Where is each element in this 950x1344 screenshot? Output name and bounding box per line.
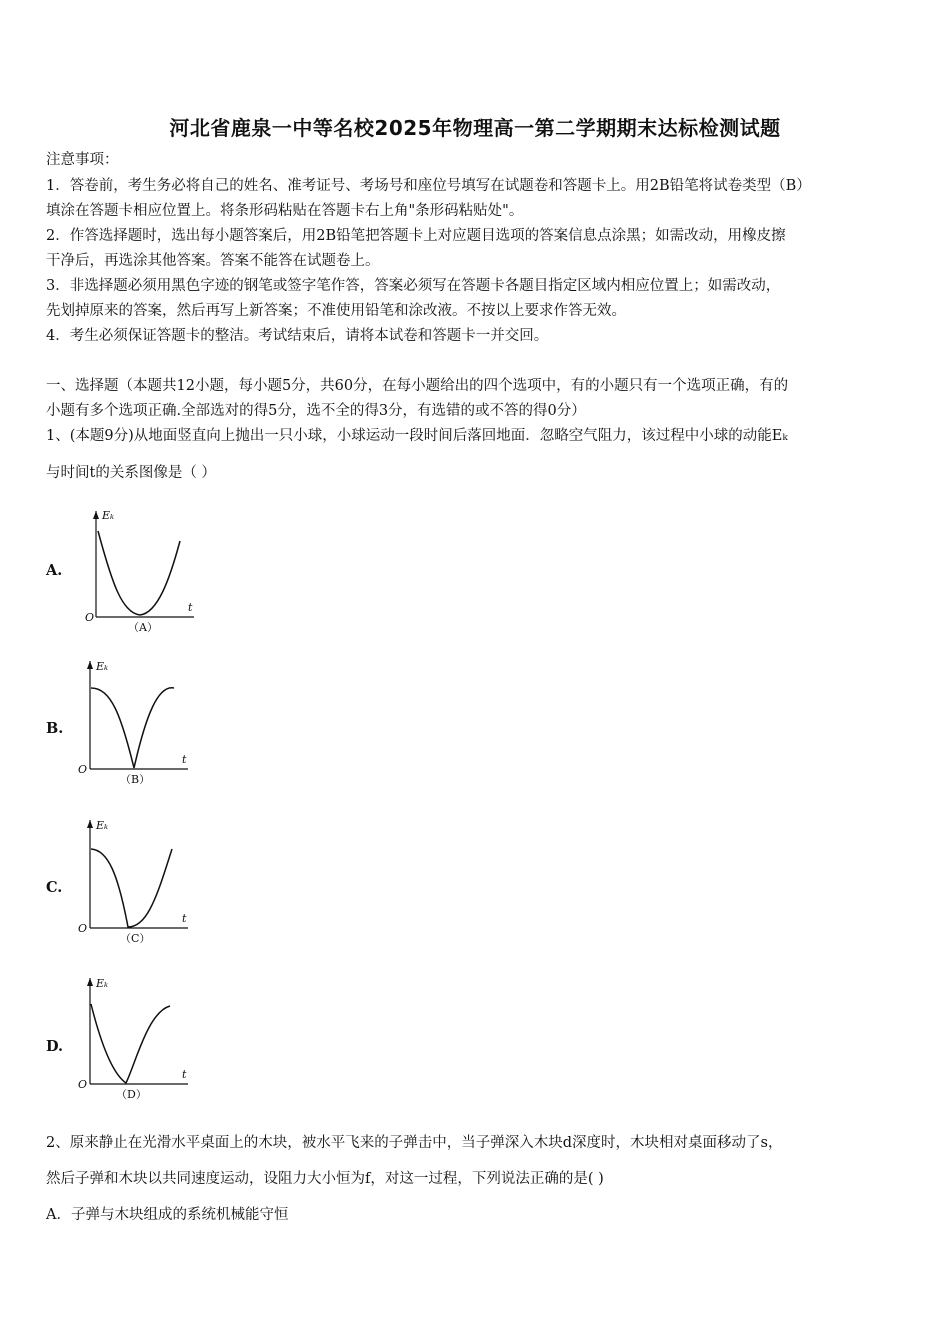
y-axis-arrow — [87, 661, 93, 669]
x-axis-label: t — [182, 1068, 187, 1081]
y-axis-arrow — [93, 511, 99, 519]
ek-curve — [91, 1004, 170, 1083]
ek-curve — [91, 849, 172, 927]
y-axis-arrow — [87, 978, 93, 986]
y-axis-label: Eₖ — [96, 819, 109, 832]
question-2-option-a: A．子弹与木块组成的系统机械能守恒 — [46, 1207, 289, 1223]
option-a-graph — [82, 503, 202, 638]
option-b-label: B. — [46, 720, 64, 737]
page-title: 河北省鹿泉一中等名校2025年物理高一第二学期期末达标检测试题 — [169, 116, 781, 140]
notice-line: 1．答卷前，考生务必将自己的姓名、准考证号、考场号和座位号填写在试题卷和答题卡上。用2B铅笔将试卷类型（B） — [46, 178, 811, 194]
notice-heading: 注意事项： — [46, 152, 119, 168]
origin-label: O — [78, 1078, 88, 1091]
option-c-graph — [76, 814, 196, 949]
notice-line: 2．作答选择题时，选出每小题答案后，用2B铅笔把答题卡上对应题目选项的答案信息点涂黑；如需改动，用橡皮擦 — [46, 228, 786, 244]
option-b-graph — [76, 655, 196, 790]
graph-caption: （C） — [120, 932, 151, 945]
question-2-stem: 2、原来静止在光滑水平桌面上的木块，被水平飞来的子弹击中，当子弹深入木块d深度时，木块相对桌面移动了s， — [46, 1135, 783, 1151]
notice-line: 3．非选择题必须用黑色字迹的钢笔或签字笔作答，答案必须写在答题卡各题目指定区域内相应位置上；如需改动， — [46, 278, 781, 294]
question-1-stem: 1、(本题9分)从地面竖直向上抛出一只小球，小球运动一段时间后落回地面．忽略空气阻力，该过程中小球的动能Eₖ — [46, 428, 788, 444]
notice-line: 干净后，再选涂其他答案。答案不能答在试题卷上。 — [46, 253, 380, 269]
origin-label: O — [78, 763, 88, 776]
y-axis-label: Eₖ — [96, 977, 109, 990]
option-d-label: D. — [46, 1038, 64, 1055]
graph-caption: （A） — [128, 621, 158, 634]
y-axis-label: Eₖ — [96, 660, 109, 673]
section-heading: 一、选择题（本题共12小题，每小题5分，共60分，在每小题给出的四个选项中，有的小题只有一个选项正确，有的 — [46, 378, 789, 394]
ek-curve — [98, 531, 180, 615]
notice-line: 先划掉原来的答案，然后再写上新答案；不准使用铅笔和涂改液。不按以上要求作答无效。 — [46, 303, 626, 319]
origin-label: O — [85, 611, 95, 624]
question-2-stem: 然后子弹和木块以共同速度运动，设阻力大小恒为f，对这一过程，下列说法正确的是( ) — [46, 1171, 604, 1187]
notice-line: 4．考生必须保证答题卡的整洁。考试结束后，请将本试卷和答题卡一并交回。 — [46, 328, 549, 344]
x-axis-label: t — [182, 753, 187, 766]
y-axis-label: Eₖ — [102, 509, 115, 522]
graph-caption: （B） — [120, 773, 151, 786]
graph-caption: （D） — [116, 1088, 147, 1101]
x-axis-label: t — [182, 912, 187, 925]
option-c-label: C. — [46, 879, 63, 896]
option-d-graph — [76, 972, 196, 1107]
section-heading: 小题有多个选项正确.全部选对的得5分，选不全的得3分，有选错的或不答的得0分） — [46, 403, 586, 419]
option-a-label: A. — [46, 562, 63, 579]
question-1-stem: 与时间t的关系图像是（ ） — [46, 465, 216, 481]
notice-line: 填涂在答题卡相应位置上。将条形码粘贴在答题卡右上角"条形码粘贴处"。 — [46, 203, 524, 219]
x-axis-label: t — [188, 601, 193, 614]
ek-curve — [91, 688, 174, 768]
y-axis-arrow — [87, 820, 93, 828]
origin-label: O — [78, 922, 88, 935]
